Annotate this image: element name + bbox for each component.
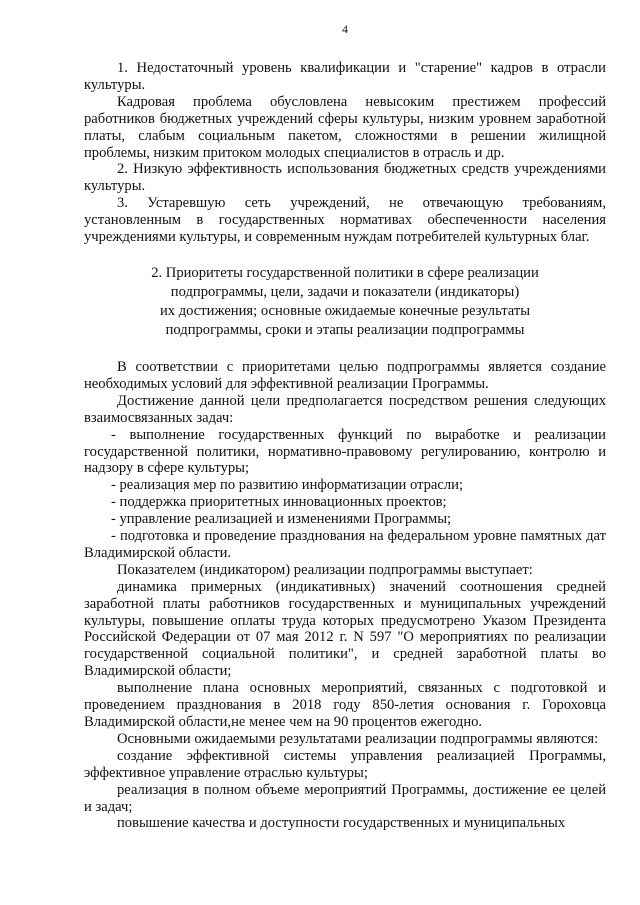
paragraph-goal: В соответствии с приоритетами целью подпрограммы является создание необходимых условий для эффективной реализации Программы.	[84, 358, 606, 392]
document-body	[84, 60, 606, 832]
page-number: 4	[342, 22, 348, 36]
paragraph-problem-2: 2. Низкую эффективность использования бюджетных средств учреждениями культуры.	[84, 161, 606, 195]
section-heading-line: их достижения; основные ожидаемые конечные результаты	[159, 302, 531, 319]
paragraph-tasks-intro: Достижение данной цели предполагается посредством решения следующих взаимосвязанных задач:	[84, 392, 606, 426]
task-item: - подготовка и проведение празднования на федеральном уровне памятных дат Владимирской области.	[84, 528, 606, 561]
paragraph-result-item: повышение качества и доступности государственных и муниципальных	[117, 815, 566, 832]
task-item: - управление реализацией и изменениями Программы;	[111, 511, 452, 528]
task-item: - реализация мер по развитию информатизации отрасли;	[111, 477, 464, 494]
paragraph-staff-problem: Кадровая проблема обусловлена невысоким престижем профессий работников бюджетных учреждений сферы культуры, низким уровнем заработной платы, слабым социальным пакетом, сложностями в решении жилищной проблемы, низким притоком молодых специалистов в отрасль и др.	[84, 93, 606, 161]
task-item: - выполнение государственных функций по выработке и реализации государственной политики, нормативно-правовому регулированию, контролю и надзору в сфере культуры;	[84, 426, 606, 477]
section-heading-line: подпрограммы, цели, задачи и показатели (индикаторы)	[170, 283, 520, 300]
section-heading-line: подпрограммы, сроки и этапы реализации подпрограммы	[165, 321, 525, 338]
section-heading-line: 2. Приоритеты государственной политики в сфере реализации	[151, 264, 539, 281]
paragraph-result-item: реализация в полном объеме мероприятий Программы, достижение ее целей и задач;	[84, 781, 606, 815]
paragraph-indicator-anniversary: выполнение плана основных мероприятий, связанных с подготовкой и проведением празднования в 2018 году 850-летия основания г. Гороховца Владимирской области,не менее чем на 90 процентов ежегодно.	[84, 680, 606, 730]
paragraph-indicator-intro: Показателем (индикатором) реализации подпрограммы выступает:	[117, 561, 533, 578]
paragraph-problem-3: 3. Устаревшую сеть учреждений, не отвечающую требованиям, установленным в государственных нормативах обеспеченности населения учреждениями культуры, и современным нуждам потребителей культурных благ.	[84, 195, 606, 246]
paragraph-results-intro: Основными ожидаемыми результатами реализации подпрограммы являются:	[117, 730, 599, 747]
paragraph-indicator-salary: динамика примерных (индикативных) значений соотношения средней заработной платы работников государственных и муниципальных учреждений культуры, повышение оплаты труда которых предусмотрено Указом Президента Российской Федерации от 07 мая 2012 г. N 597 "О мероприятиях по реализации государственной социальной политики", и средней заработной платы во Владимирской области;	[84, 578, 606, 680]
task-item: - поддержка приоритетных инновационных проектов;	[111, 494, 447, 511]
document-page	[84, 0, 606, 905]
paragraph-result-item: создание эффективной системы управления реализацией Программы, эффективное управление отраслью культуры;	[84, 747, 606, 781]
section-heading	[84, 264, 606, 340]
paragraph-problem-1: 1. Недостаточный уровень квалификации и "старение" кадров в отрасли культуры.	[84, 60, 606, 93]
